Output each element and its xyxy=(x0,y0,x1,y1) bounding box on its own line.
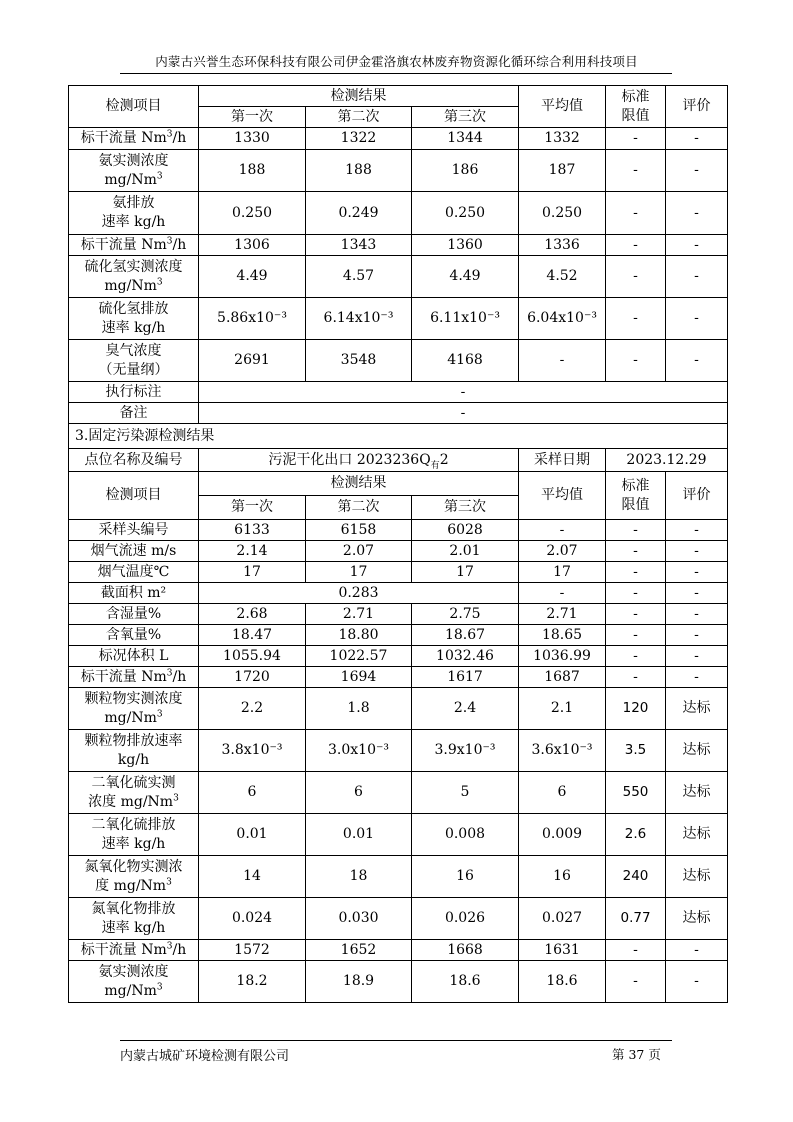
cell-third: 0.026 xyxy=(412,898,519,940)
cell-evaluation: - xyxy=(666,541,728,562)
limit-line1: 标准 xyxy=(621,477,650,494)
cell-third: 1360 xyxy=(412,235,519,256)
col-header-third: 第三次 xyxy=(412,496,519,520)
sampling-date-value: 2023.12.29 xyxy=(606,449,728,472)
table-row xyxy=(69,128,728,150)
table-row xyxy=(69,856,728,898)
cell-limit: - xyxy=(606,235,666,256)
table-row xyxy=(69,298,728,340)
cell-second: 3.0x10⁻³ xyxy=(306,730,412,772)
cell-average: 0.027 xyxy=(519,898,606,940)
col-header-limit xyxy=(606,86,666,128)
footer-company: 内蒙古城矿环境检测有限公司 xyxy=(120,1049,290,1064)
row-label: 氮氧化物排放 速率 kg/h xyxy=(69,898,199,940)
section-title: 3.固定污染源检测结果 xyxy=(69,424,728,449)
cell-evaluation: 达标 xyxy=(666,856,728,898)
point-tail: 2 xyxy=(439,451,449,468)
table-row xyxy=(69,604,728,625)
cell-limit: - xyxy=(606,256,666,298)
col-header-first: 第一次 xyxy=(199,107,306,128)
row-label: 截面积 m² xyxy=(69,583,199,604)
table-row xyxy=(69,667,728,688)
cell-average: 4.52 xyxy=(519,256,606,298)
cell-third: 6.11x10⁻³ xyxy=(412,298,519,340)
cell-average: 18.65 xyxy=(519,625,606,646)
table-row xyxy=(69,730,728,772)
row-label: 烟气流速 m/s xyxy=(69,541,199,562)
limit-line2: 限值 xyxy=(621,496,650,513)
cell-evaluation: 达标 xyxy=(666,688,728,730)
cell-average: 17 xyxy=(519,562,606,583)
cell-first: 14 xyxy=(199,856,306,898)
table-row xyxy=(69,625,728,646)
cell-second: 1322 xyxy=(306,128,412,150)
cell-evaluation: 达标 xyxy=(666,772,728,814)
cell-limit: 550 xyxy=(606,772,666,814)
table-row xyxy=(69,235,728,256)
row-label: 采样头编号 xyxy=(69,520,199,541)
cell-average: 2.71 xyxy=(519,604,606,625)
cell-third: 18.6 xyxy=(412,961,519,1003)
cell-second: 2.07 xyxy=(306,541,412,562)
point-code: 污泥干化出口 2023236Q xyxy=(268,451,431,468)
cell-first: 0.250 xyxy=(199,192,306,235)
table-row xyxy=(69,541,728,562)
table-row xyxy=(69,961,728,1003)
cell-second: 4.57 xyxy=(306,256,412,298)
cell-average: 6 xyxy=(519,772,606,814)
cell-limit: 3.5 xyxy=(606,730,666,772)
cell-first: 1055.94 xyxy=(199,646,306,667)
cell-second: 188 xyxy=(306,150,412,192)
cell-average: 1332 xyxy=(519,128,606,150)
cell-evaluation: - xyxy=(666,192,728,235)
cell-first: 1720 xyxy=(199,667,306,688)
row-label: 臭气浓度 （无量纲） xyxy=(69,340,199,382)
cell-first: 2.14 xyxy=(199,541,306,562)
cell-limit: - xyxy=(606,667,666,688)
cell-evaluation: - xyxy=(666,940,728,961)
row-label: 标况体积 L xyxy=(69,646,199,667)
cell-evaluation: - xyxy=(666,583,728,604)
cell-second: 0.01 xyxy=(306,814,412,856)
cell-third: 4.49 xyxy=(412,256,519,298)
cell-first: 4.49 xyxy=(199,256,306,298)
cell-third: 1617 xyxy=(412,667,519,688)
cell-first: 188 xyxy=(199,150,306,192)
table-row xyxy=(69,520,728,541)
cell-second: 3548 xyxy=(306,340,412,382)
cell-third: 6028 xyxy=(412,520,519,541)
col-header-first: 第一次 xyxy=(199,496,306,520)
cell-second: 6158 xyxy=(306,520,412,541)
cell-third: 2.01 xyxy=(412,541,519,562)
cell-first: 2.68 xyxy=(199,604,306,625)
cell-average: 0.250 xyxy=(519,192,606,235)
cell-limit: - xyxy=(606,583,666,604)
cell-merged-value: 0.283 xyxy=(199,583,519,604)
cell-evaluation: 达标 xyxy=(666,730,728,772)
col-header-evaluation: 评价 xyxy=(666,86,728,128)
cell-evaluation: - xyxy=(666,625,728,646)
cell-limit: - xyxy=(606,520,666,541)
cell-first: 2691 xyxy=(199,340,306,382)
cell-second: 1.8 xyxy=(306,688,412,730)
row-label: 硫化氢排放 速率 kg/h xyxy=(69,298,199,340)
row-label: 氨排放 速率 kg/h xyxy=(69,192,199,235)
cell-evaluation: - xyxy=(666,667,728,688)
row-label: 氨实测浓度 mg/Nm$^3$ xyxy=(69,961,199,1003)
cell-limit: - xyxy=(606,562,666,583)
cell-third: 1668 xyxy=(412,940,519,961)
cell-third: 3.9x10⁻³ xyxy=(412,730,519,772)
cell-second: 1652 xyxy=(306,940,412,961)
col-header-third: 第三次 xyxy=(412,107,519,128)
cell-third: 1344 xyxy=(412,128,519,150)
cell-second: 17 xyxy=(306,562,412,583)
cell-average: 1631 xyxy=(519,940,606,961)
table-row xyxy=(69,583,728,604)
col-header-results: 检测结果 xyxy=(199,86,519,107)
table-row xyxy=(69,898,728,940)
cell-third: 0.008 xyxy=(412,814,519,856)
table-row xyxy=(69,772,728,814)
standard-label: 执行标注 xyxy=(69,382,199,403)
row-label: 烟气温度℃ xyxy=(69,562,199,583)
cell-second: 1694 xyxy=(306,667,412,688)
cell-first: 18.2 xyxy=(199,961,306,1003)
table-row xyxy=(69,940,728,961)
cell-limit: 120 xyxy=(606,688,666,730)
cell-average: 3.6x10⁻³ xyxy=(519,730,606,772)
row-label: 标干流量 Nm$^3$/h xyxy=(69,940,199,961)
cell-first: 6 xyxy=(199,772,306,814)
cell-third: 5 xyxy=(412,772,519,814)
table-row xyxy=(69,150,728,192)
cell-second: 6.14x10⁻³ xyxy=(306,298,412,340)
section-title-row xyxy=(69,424,728,449)
cell-limit: 240 xyxy=(606,856,666,898)
row-label: 含氧量% xyxy=(69,625,199,646)
cell-evaluation: - xyxy=(666,150,728,192)
point-info-row xyxy=(69,449,728,472)
cell-limit: - xyxy=(606,604,666,625)
cell-evaluation: - xyxy=(666,235,728,256)
cell-average: - xyxy=(519,340,606,382)
cell-third: 0.250 xyxy=(412,192,519,235)
row-label: 颗粒物排放速率 kg/h xyxy=(69,730,199,772)
col-header-average: 平均值 xyxy=(519,472,606,520)
standard-value: - xyxy=(199,382,728,403)
point-sub: 有 xyxy=(430,460,440,471)
cell-third: 16 xyxy=(412,856,519,898)
cell-average: 1336 xyxy=(519,235,606,256)
cell-third: 2.4 xyxy=(412,688,519,730)
row-label: 标干流量 Nm$^3$/h xyxy=(69,667,199,688)
footer-rule xyxy=(120,1040,672,1041)
table-row xyxy=(69,256,728,298)
cell-first: 17 xyxy=(199,562,306,583)
row-label: 标干流量 Nm$^3$/h xyxy=(69,128,199,150)
cell-evaluation: - xyxy=(666,128,728,150)
cell-limit: - xyxy=(606,961,666,1003)
cell-average: 2.1 xyxy=(519,688,606,730)
cell-average: 0.009 xyxy=(519,814,606,856)
cell-evaluation: - xyxy=(666,340,728,382)
col-header-limit xyxy=(606,472,666,520)
table-row xyxy=(69,403,728,424)
row-label: 二氧化硫排放 速率 kg/h xyxy=(69,814,199,856)
cell-first: 0.01 xyxy=(199,814,306,856)
cell-first: 1306 xyxy=(199,235,306,256)
cell-limit: - xyxy=(606,150,666,192)
cell-evaluation: - xyxy=(666,298,728,340)
remark-value: - xyxy=(199,403,728,424)
cell-limit: 2.6 xyxy=(606,814,666,856)
cell-first: 3.8x10⁻³ xyxy=(199,730,306,772)
col-header-second: 第二次 xyxy=(306,107,412,128)
cell-first: 5.86x10⁻³ xyxy=(199,298,306,340)
cell-second: 18.80 xyxy=(306,625,412,646)
row-label: 氮氧化物实测浓 度 mg/Nm$^3$ xyxy=(69,856,199,898)
col-header-item: 检测项目 xyxy=(69,86,199,128)
cell-limit: - xyxy=(606,940,666,961)
cell-limit: - xyxy=(606,128,666,150)
cell-limit: - xyxy=(606,646,666,667)
cell-evaluation: - xyxy=(666,961,728,1003)
cell-average: 1687 xyxy=(519,667,606,688)
col-header-results: 检测结果 xyxy=(199,472,519,496)
limit-line1: 标准 xyxy=(621,88,650,105)
cell-third: 4168 xyxy=(412,340,519,382)
col-header-evaluation: 评价 xyxy=(666,472,728,520)
results-table xyxy=(68,85,728,1003)
cell-average: 18.6 xyxy=(519,961,606,1003)
cell-third: 1032.46 xyxy=(412,646,519,667)
point-label: 点位名称及编号 xyxy=(69,449,199,472)
point-value xyxy=(199,449,519,472)
table-row xyxy=(69,382,728,403)
row-label: 颗粒物实测浓度 mg/Nm$^3$ xyxy=(69,688,199,730)
cell-evaluation: 达标 xyxy=(666,898,728,940)
row-label: 含湿量% xyxy=(69,604,199,625)
cell-evaluation: - xyxy=(666,256,728,298)
cell-limit: - xyxy=(606,625,666,646)
page-header-title: 内蒙古兴誉生态环保科技有限公司伊金霍洛旗农林废弃物资源化循环综合利用科技项目 xyxy=(155,54,638,69)
cell-third: 2.75 xyxy=(412,604,519,625)
row-label: 二氧化硫实测 浓度 mg/Nm$^3$ xyxy=(69,772,199,814)
cell-second: 1343 xyxy=(306,235,412,256)
cell-average: 2.07 xyxy=(519,541,606,562)
remark-label: 备注 xyxy=(69,403,199,424)
cell-second: 0.249 xyxy=(306,192,412,235)
cell-average: - xyxy=(519,583,606,604)
cell-first: 0.024 xyxy=(199,898,306,940)
cell-limit: - xyxy=(606,340,666,382)
cell-second: 6 xyxy=(306,772,412,814)
row-label: 氨实测浓度 mg/Nm$^3$ xyxy=(69,150,199,192)
table-row xyxy=(69,688,728,730)
cell-evaluation: - xyxy=(666,562,728,583)
row-label: 标干流量 Nm$^3$/h xyxy=(69,235,199,256)
footer-page-number: 第 37 页 xyxy=(612,1047,661,1062)
sampling-date-label: 采样日期 xyxy=(519,449,606,472)
cell-evaluation: - xyxy=(666,646,728,667)
cell-average: 16 xyxy=(519,856,606,898)
table-row xyxy=(69,562,728,583)
cell-third: 186 xyxy=(412,150,519,192)
header-rule xyxy=(120,73,672,74)
cell-second: 1022.57 xyxy=(306,646,412,667)
cell-limit: - xyxy=(606,192,666,235)
cell-limit: - xyxy=(606,541,666,562)
table-row xyxy=(69,646,728,667)
cell-second: 18.9 xyxy=(306,961,412,1003)
cell-third: 17 xyxy=(412,562,519,583)
cell-average: 1036.99 xyxy=(519,646,606,667)
cell-second: 0.030 xyxy=(306,898,412,940)
cell-average: 6.04x10⁻³ xyxy=(519,298,606,340)
cell-evaluation: - xyxy=(666,604,728,625)
cell-evaluation: - xyxy=(666,520,728,541)
table-row xyxy=(69,340,728,382)
cell-average: 187 xyxy=(519,150,606,192)
cell-evaluation: 达标 xyxy=(666,814,728,856)
cell-first: 1330 xyxy=(199,128,306,150)
table-row xyxy=(69,814,728,856)
cell-first: 1572 xyxy=(199,940,306,961)
cell-first: 2.2 xyxy=(199,688,306,730)
cell-limit: - xyxy=(606,298,666,340)
col-header-item: 检测项目 xyxy=(69,472,199,520)
cell-first: 6133 xyxy=(199,520,306,541)
cell-average: - xyxy=(519,520,606,541)
cell-second: 2.71 xyxy=(306,604,412,625)
cell-limit: 0.77 xyxy=(606,898,666,940)
cell-second: 18 xyxy=(306,856,412,898)
limit-line2: 限值 xyxy=(621,107,650,124)
table-row xyxy=(69,192,728,235)
cell-third: 18.67 xyxy=(412,625,519,646)
col-header-second: 第二次 xyxy=(306,496,412,520)
row-label: 硫化氢实测浓度 mg/Nm$^3$ xyxy=(69,256,199,298)
cell-first: 18.47 xyxy=(199,625,306,646)
col-header-average: 平均值 xyxy=(519,86,606,128)
